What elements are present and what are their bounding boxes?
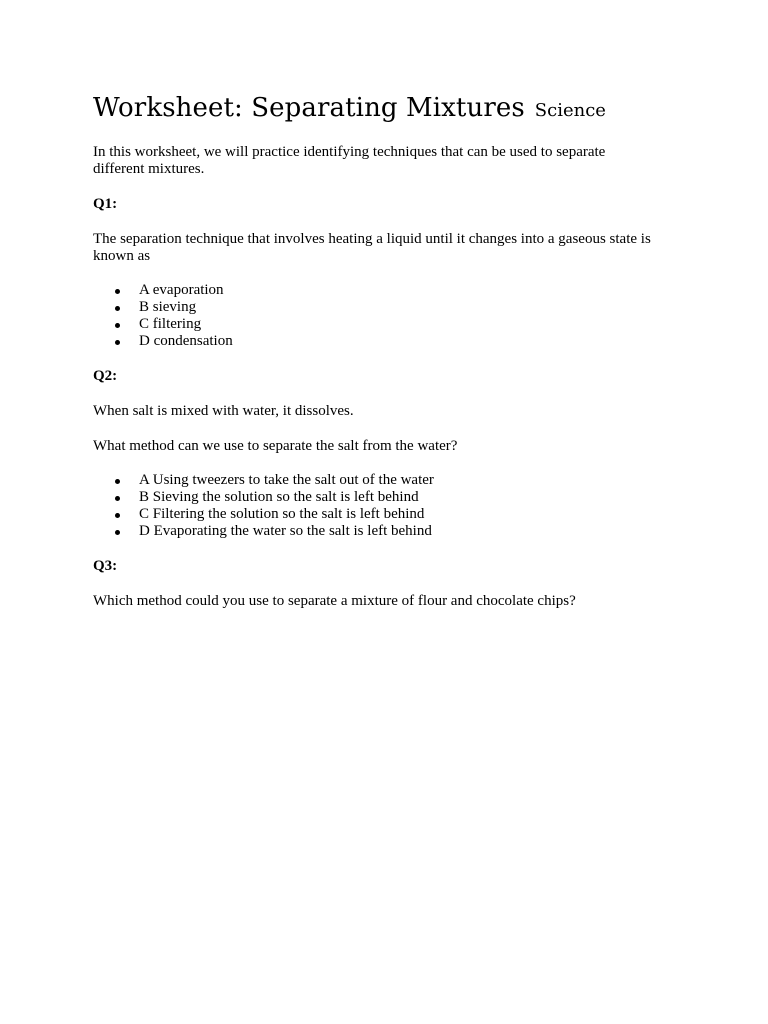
question-text-q2-line1: When salt is mixed with water, it dissolves.: [93, 403, 354, 419]
worksheet-page: [93, 86, 693, 610]
worksheet-title: Worksheet: Separating Mixtures: [93, 93, 525, 123]
option-text: D Evaporating the water so the salt is left behind: [139, 523, 432, 539]
option-q2-b: [93, 489, 693, 506]
option-text: A Using tweezers to take the salt out of the water: [139, 472, 434, 488]
option-q1-a: [93, 282, 693, 299]
question-text-q3: Which method could you use to separate a mixture of flour and chocolate chips?: [93, 593, 576, 609]
option-q2-a: [93, 472, 693, 489]
option-text: C Filtering the solution so the salt is left behind: [139, 506, 425, 522]
bullet-icon: [115, 479, 120, 484]
bullet-icon: [115, 306, 120, 311]
question-text-q2-line2: What method can we use to separate the salt from the water?: [93, 438, 458, 454]
bullet-icon: [115, 530, 120, 535]
option-q2-c: [93, 506, 693, 523]
bullet-icon: [115, 340, 120, 345]
question-label-q2: Q2:: [93, 368, 118, 384]
question-label-q1: Q1:: [93, 196, 118, 212]
options-list-q2: [93, 472, 693, 540]
page-title: [93, 86, 693, 130]
bullet-icon: [115, 513, 120, 518]
options-list-q1: [93, 282, 693, 350]
subject-label: Science: [534, 100, 606, 121]
option-q2-d: [93, 523, 693, 540]
question-text-q1: The separation technique that involves heating a liquid until it changes into a gaseous state is known as: [93, 231, 651, 264]
option-q1-d: [93, 333, 693, 350]
option-text: D condensation: [139, 333, 233, 349]
option-q1-c: [93, 316, 693, 333]
question-label-q3: Q3:: [93, 558, 118, 574]
bullet-icon: [115, 496, 120, 501]
option-text: B sieving: [139, 299, 197, 315]
bullet-icon: [115, 289, 120, 294]
option-text: A evaporation: [139, 282, 224, 298]
option-text: C filtering: [139, 316, 202, 332]
option-q1-b: [93, 299, 693, 316]
bullet-icon: [115, 323, 120, 328]
option-text: B Sieving the solution so the salt is left behind: [139, 489, 419, 505]
intro-text: In this worksheet, we will practice identifying techniques that can be used to separate different mixtures.: [93, 144, 606, 177]
